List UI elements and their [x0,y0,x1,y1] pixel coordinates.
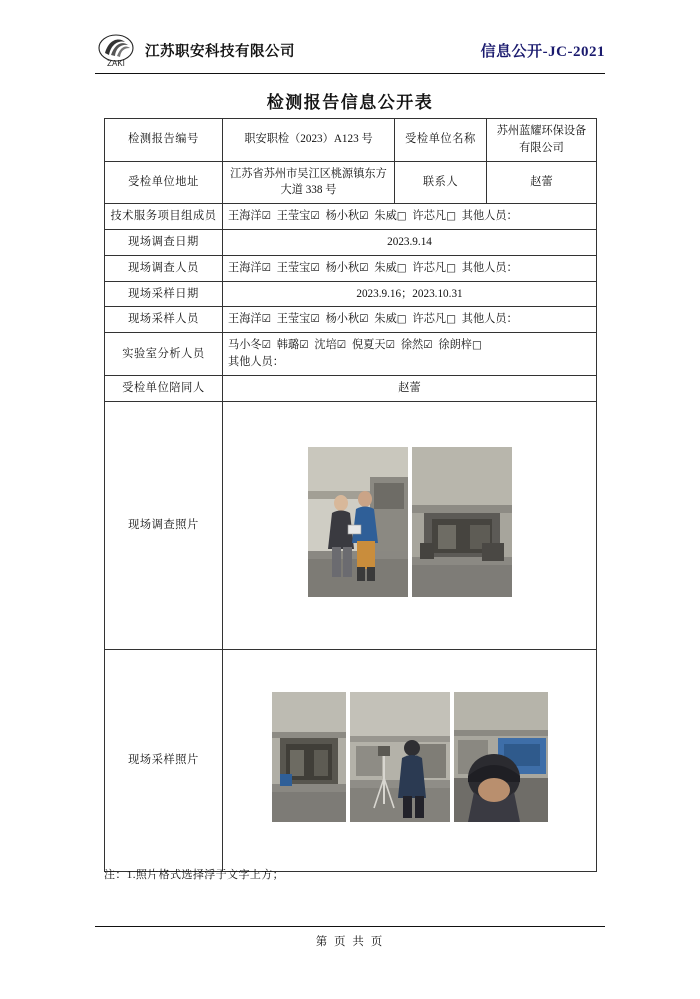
checkbox-checked[interactable]: ☑ [310,210,320,223]
table-row [105,307,597,333]
member-name: 朱威 [374,313,397,326]
checkbox-checked[interactable]: ☑ [310,313,320,326]
survey-photo-cell [223,401,597,649]
checkbox-unchecked[interactable]: □ [396,210,407,223]
member-name: 许芯凡 [412,210,447,223]
survey-photo-1 [308,447,408,603]
checkbox-checked[interactable]: ☑ [336,339,347,352]
member-name: 王海洋 [228,313,262,326]
member-name: 朱威 [374,261,397,274]
others-label: 其他人员： [461,313,518,326]
lab-staff-value [223,333,597,376]
table-row [105,375,597,401]
sampling-staff-label: 现场采样人员 [105,307,223,333]
others-label: 其他人员： [461,261,518,274]
accompany-value: 赵蕾 [223,375,597,401]
member-name: 倪夏天 [352,339,386,352]
sampling-photo-group [228,692,591,828]
report-no-label: 检测报告编号 [105,119,223,162]
survey-staff-value [223,255,597,281]
checkbox-checked[interactable]: ☑ [359,261,369,274]
tech-team-label: 技术服务项目组成员 [105,204,223,230]
client-addr-label: 受检单位地址 [105,161,223,204]
survey-date-value: 2023.9.14 [223,229,597,255]
checkbox-checked[interactable]: ☑ [299,339,309,352]
sampling-photo-3 [454,692,548,828]
table-row [105,255,597,281]
zaki-logo-icon [95,33,137,69]
member-name: 王莹宝 [276,261,311,274]
sampling-date-value: 2023.9.16；2023.10.31 [223,281,597,307]
footer-divider [95,926,605,927]
member-name: 杨小秋 [325,261,360,274]
svg-text:ZAKI: ZAKI [107,58,125,68]
report-info-table [104,118,597,872]
page-header [95,28,605,74]
checkbox-checked[interactable]: ☑ [261,210,271,223]
checkbox-checked[interactable]: ☑ [359,313,369,326]
table-row [105,333,597,376]
sampling-photo-cell [223,649,597,871]
checkbox-unchecked[interactable]: □ [396,313,407,326]
table-row [105,401,597,649]
member-name: 王海洋 [228,210,262,223]
checkbox-checked[interactable]: ☑ [310,261,320,274]
sampling-photo-2 [350,692,450,828]
page-number: 第 页 共 页 [315,936,385,948]
header-left [95,33,295,69]
checkbox-unchecked[interactable]: □ [446,210,456,223]
checkbox-unchecked[interactable]: □ [446,261,456,274]
table-row [105,119,597,162]
sampling-staff-value [223,307,597,333]
checkbox-unchecked[interactable]: □ [396,261,407,274]
checkbox-checked[interactable]: ☑ [359,210,369,223]
accompany-label: 受检单位陪同人 [105,375,223,401]
member-name: 王莹宝 [276,210,311,223]
sampling-photo-1 [272,692,346,828]
checkbox-unchecked[interactable]: □ [446,313,456,326]
table-row [105,161,597,204]
sampling-date-label: 现场采样日期 [105,281,223,307]
sampling-photo-label: 现场采样照片 [105,649,223,871]
tech-team-value [223,204,597,230]
others-label: 其他人员： [461,210,518,223]
checkbox-checked[interactable]: ☑ [385,339,396,352]
lab-others-label: 其他人员： [228,355,284,368]
survey-date-label: 现场调查日期 [105,229,223,255]
survey-photo-2 [412,447,512,603]
table-row [105,281,597,307]
checkbox-checked[interactable]: ☑ [261,261,271,274]
contact-value: 赵蕾 [487,161,597,204]
checkbox-checked[interactable]: ☑ [261,339,271,352]
checkbox-unchecked[interactable]: □ [472,339,482,352]
table-row [105,229,597,255]
company-name: 江苏职安科技有限公司 [145,44,295,60]
lab-staff-label: 实验室分析人员 [105,333,223,376]
member-name: 马小冬 [228,339,262,352]
report-no-value: 职安职检（2023）A123 号 [223,119,395,162]
table-row [105,649,597,871]
member-name: 许芯凡 [412,261,447,274]
table-row [105,204,597,230]
contact-label: 联系人 [395,161,487,204]
member-name: 徐朗梓 [438,339,472,352]
client-addr-value: 江苏省苏州市吴江区桃源镇东方大道 338 号 [223,161,395,204]
member-name: 王莹宝 [276,313,311,326]
member-name: 徐然 [400,339,424,352]
checkbox-checked[interactable]: ☑ [261,313,271,326]
member-name: 许芯凡 [412,313,447,326]
survey-photo-label: 现场调查照片 [105,401,223,649]
member-name: 王海洋 [228,261,262,274]
client-name-label: 受检单位名称 [395,119,487,162]
survey-staff-label: 现场调查人员 [105,255,223,281]
member-name: 杨小秋 [325,313,360,326]
client-name-value: 苏州蓝耀环保设备有限公司 [487,119,597,162]
survey-photo-group [228,447,591,603]
member-name: 沈培 [314,339,337,352]
member-name: 杨小秋 [325,210,360,223]
page-title: 检测报告信息公开表 [266,93,434,112]
member-name: 韩璐 [276,339,300,352]
table-note: 注：1.照片格式选择浮于文字上方； [104,869,285,881]
doc-code: 信息公开-JC-2021 [480,44,605,60]
member-name: 朱威 [374,210,397,223]
checkbox-checked[interactable]: ☑ [423,339,433,352]
